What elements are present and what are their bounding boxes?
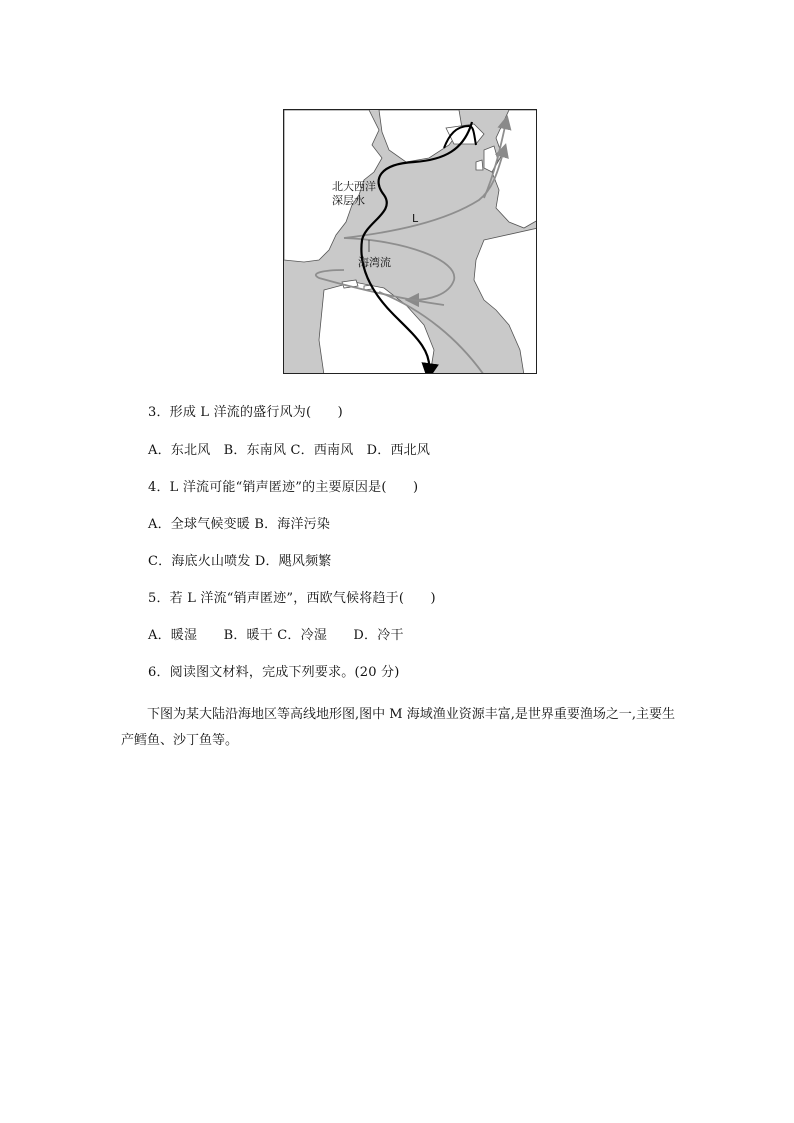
question-4-options-ab: A．全球气候变暖 B．海洋污染 (148, 517, 331, 532)
label-deepwater-line2: 深层水 (332, 194, 365, 207)
label-deepwater-line1: 北大西洋 (332, 180, 376, 193)
atlantic-map-drawing (284, 110, 537, 374)
question-6-stem: 6．阅读图文材料，完成下列要求。(20 分) (148, 665, 400, 680)
question-3-options: A．东北风 B．东南风 C．西南风 D．西北风 (148, 443, 431, 458)
question-5-stem: 5．若 L 洋流“销声匿迹”，西欧气候将趋于( ) (148, 591, 436, 606)
question-4-options-cd: C．海底火山喷发 D．飓风频繁 (148, 554, 332, 569)
label-current-L: L (412, 212, 419, 225)
question-6-material: 下图为某大陆沿海地区等高线地形图,图中 M 海域渔业资源丰富,是世界重要渔场之一,主要生产鳕鱼、沙丁鱼等。 (121, 707, 675, 748)
question-3-stem: 3．形成 L 洋流的盛行风为( ) (148, 405, 343, 420)
question-5-options: A．暖湿 B．暖干 C．冷湿 D．冷干 (148, 628, 404, 643)
ocean-current-map (283, 109, 537, 374)
question-4-stem: 4．L 洋流可能“销声匿迹”的主要原因是( ) (148, 480, 419, 495)
label-gulf-stream: 海湾流 (358, 256, 391, 269)
